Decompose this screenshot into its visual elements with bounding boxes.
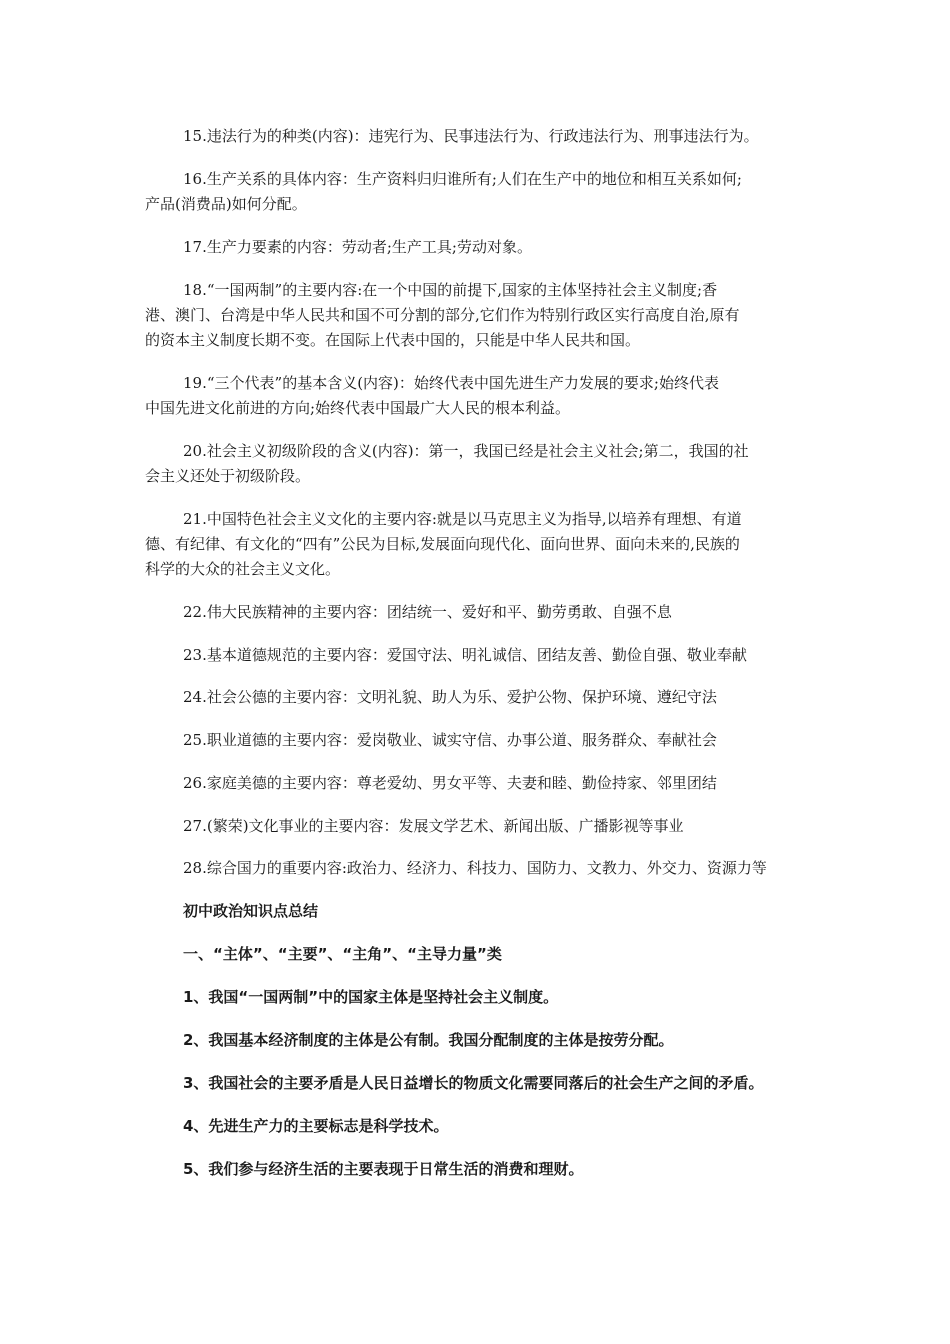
bold-item-5: 5、我们参与经济生活的主要表现于日常生活的消费和理财。 — [183, 1160, 584, 1178]
paragraph-21-line-2: 德、有纪律、有文化的“四有”公民为目标,发展面向现代化、面向世界、面向未来的,民族的 — [145, 535, 740, 553]
paragraph-18-line-1: 18.“一国两制”的主要内容:在一个中国的前提下,国家的主体坚持社会主义制度;香 — [183, 281, 718, 299]
paragraph-20-line-2: 会主义还处于初级阶段。 — [145, 467, 311, 485]
paragraph-26: 26.家庭美德的主要内容：尊老爱幼、男女平等、夫妻和睦、勤俭持家、邻里团结 — [183, 774, 717, 792]
paragraph-16-line-1: 16.生产关系的具体内容：生产资料归归谁所有;人们在生产中的地位和相互关系如何; — [183, 170, 742, 188]
paragraph-21-line-1: 21.中国特色社会主义文化的主要内容:就是以马克思主义为指导,以培养有理想、有道 — [183, 510, 742, 528]
bold-item-3: 3、我国社会的主要矛盾是人民日益增长的物质文化需要同落后的社会生产之间的矛盾。 — [183, 1074, 764, 1092]
paragraph-15: 15.违法行为的种类(内容)：违宪行为、民事违法行为、行政违法行为、刑事违法行为。 — [183, 127, 759, 145]
paragraph-23: 23.基本道德规范的主要内容：爱国守法、明礼诚信、团结友善、勤俭自强、敬业奉献 — [183, 646, 747, 664]
paragraph-20-line-1: 20.社会主义初级阶段的含义(内容)：第一，我国已经是社会主义社会;第二，我国的社 — [183, 442, 749, 460]
section-heading: 一、“主体”、“主要”、“主角”、“主导力量”类 — [183, 945, 502, 963]
paragraph-25: 25.职业道德的主要内容：爱岗敬业、诚实守信、办事公道、服务群众、奉献社会 — [183, 731, 717, 749]
paragraph-21-line-3: 科学的大众的社会主义文化。 — [145, 560, 341, 578]
paragraph-24: 24.社会公德的主要内容：文明礼貌、助人为乐、爱护公物、保护环境、遵纪守法 — [183, 688, 717, 706]
paragraph-19-line-2: 中国先进文化前进的方向;始终代表中国最广大人民的根本利益。 — [145, 399, 571, 417]
bold-item-4: 4、先进生产力的主要标志是科学技术。 — [183, 1117, 449, 1135]
paragraph-16-line-2: 产品(消费品)如何分配。 — [145, 195, 307, 213]
bold-item-2: 2、我国基本经济制度的主体是公有制。我国分配制度的主体是按劳分配。 — [183, 1031, 674, 1049]
paragraph-27: 27.(繁荣)文化事业的主要内容：发展文学艺术、新闻出版、广播影视等事业 — [183, 817, 684, 835]
paragraph-17: 17.生产力要素的内容：劳动者;生产工具;劳动对象。 — [183, 238, 532, 256]
paragraph-28: 28.综合国力的重要内容:政治力、经济力、科技力、国防力、文教力、外交力、资源力等 — [183, 859, 767, 877]
bold-item-1: 1、我国“一国两制”中的国家主体是坚持社会主义制度。 — [183, 988, 559, 1006]
paragraph-19-line-1: 19.“三个代表”的基本含义(内容)：始终代表中国先进生产力发展的要求;始终代表 — [183, 374, 719, 392]
paragraph-22: 22.伟大民族精神的主要内容：团结统一、爱好和平、勤劳勇敢、自强不息 — [183, 603, 672, 621]
paragraph-18-line-3: 的资本主义制度长期不变。在国际上代表中国的，只能是中华人民共和国。 — [145, 331, 641, 349]
section-title: 初中政治知识点总结 — [183, 902, 319, 920]
paragraph-18-line-2: 港、澳门、台湾是中华人民共和国不可分割的部分,它们作为特别行政区实行高度自治,原有 — [145, 306, 740, 324]
